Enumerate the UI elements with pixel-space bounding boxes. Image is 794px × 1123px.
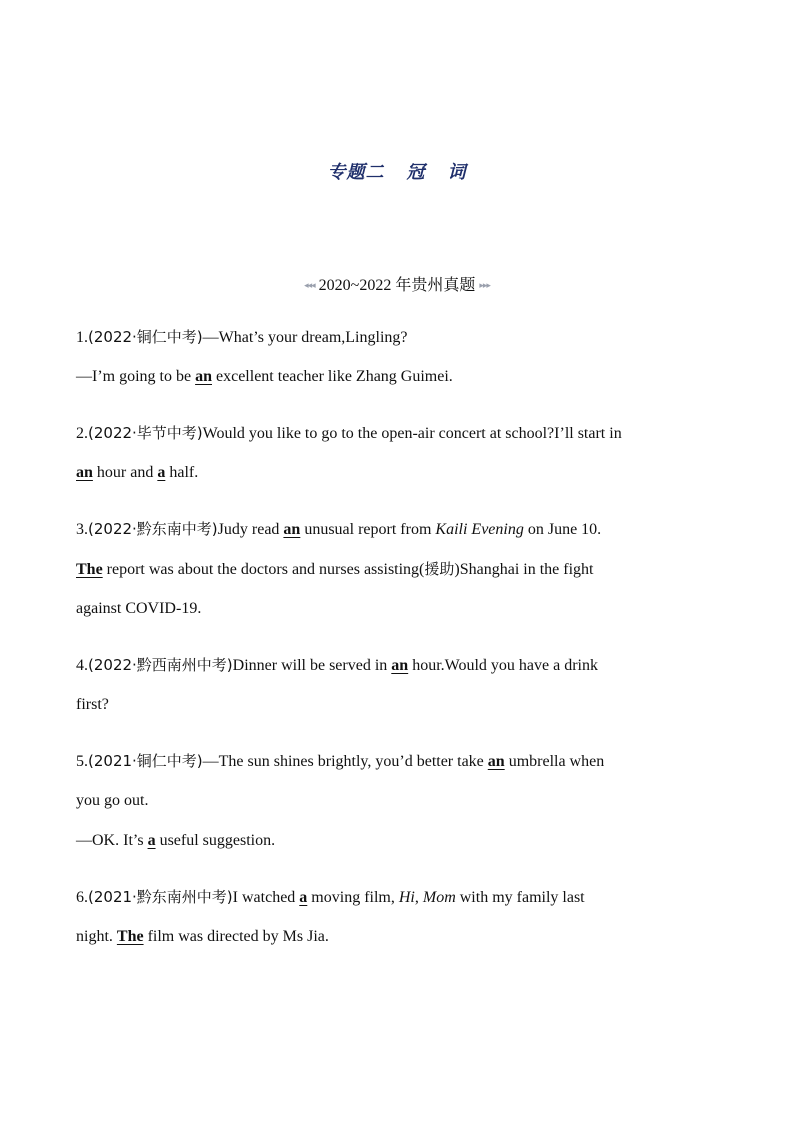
question-text: —OK. It’s (76, 832, 148, 849)
italic-title: Mom (422, 889, 456, 906)
italic-title: Hi (398, 889, 415, 906)
question-line (76, 325, 716, 365)
question-text: )Shanghai in the fight (454, 561, 594, 578)
question-line (76, 557, 716, 597)
question-item (76, 749, 716, 869)
question-line (76, 653, 716, 693)
question-source: (2021·铜仁中考) (88, 752, 203, 770)
question-text: —The sun shines brightly, you’d better take (202, 753, 488, 770)
answer-article: an (195, 368, 212, 385)
question-text: I watched (232, 889, 300, 906)
question-line (76, 749, 716, 789)
question-item (76, 653, 716, 733)
question-text: against COVID-19. (76, 600, 202, 617)
question-number: 1. (76, 329, 88, 346)
question-source: (2022·黔西南州中考) (88, 656, 233, 674)
answer-article: a (147, 832, 156, 849)
question-text: first? (76, 696, 109, 713)
chinese-gloss: 援助 (424, 560, 455, 578)
answer-article: a (299, 889, 308, 906)
question-text: useful suggestion. (155, 832, 276, 849)
answer-article: an (391, 657, 409, 674)
question-text: umbrella when (504, 753, 605, 770)
question-text: on June 10. (523, 521, 602, 538)
question-number: 2. (76, 425, 88, 442)
question-item (76, 885, 716, 965)
question-line (76, 693, 716, 733)
question-text: moving film, (307, 889, 399, 906)
question-text: —I’m going to be (76, 368, 196, 385)
question-line (76, 421, 716, 461)
italic-title: Kaili Evening (435, 521, 524, 538)
question-list (76, 325, 716, 981)
answer-article: an (76, 464, 93, 481)
right-arrows-icon: ▸▸▸ (479, 280, 490, 290)
title-word-2: 词 (447, 162, 467, 183)
question-line (76, 925, 716, 965)
question-number: 5. (76, 753, 88, 770)
question-number: 4. (76, 657, 88, 674)
question-text: Judy read (217, 521, 284, 538)
section-label: 2020~2022 年贵州真题 (318, 277, 476, 294)
question-text: —What’s your dream,Lingling? (202, 329, 408, 346)
question-number: 6. (76, 889, 88, 906)
question-number: 3. (76, 521, 88, 538)
question-line (76, 365, 716, 405)
title-topic: 专题二 (327, 162, 385, 183)
question-text: with my family last (455, 889, 585, 906)
question-item (76, 421, 716, 501)
question-text: half. (165, 464, 199, 481)
question-text: hour.Would you have a drink (408, 657, 598, 674)
question-line (76, 597, 716, 637)
question-source: (2022·黔东南中考) (88, 520, 218, 538)
question-item (76, 325, 716, 405)
section-header (0, 272, 794, 295)
answer-article: an (487, 753, 505, 770)
question-source: (2022·毕节中考) (88, 424, 203, 442)
question-text: unusual report from (300, 521, 436, 538)
question-text: Would you like to go to the open-air concert at school?I’ll start in (202, 425, 622, 442)
question-text: report was about the doctors and nurses assisting( (102, 561, 425, 578)
question-source: (2021·黔东南州中考) (88, 888, 233, 906)
answer-article: an (283, 521, 301, 538)
question-item (76, 517, 716, 637)
question-line (76, 517, 716, 557)
answer-article: The (116, 928, 144, 945)
question-line (76, 461, 716, 501)
question-text: hour and (92, 464, 158, 481)
question-text: film was directed by Ms Jia. (143, 928, 329, 945)
question-text: night. (76, 928, 117, 945)
question-source: (2022·铜仁中考) (88, 328, 203, 346)
title-word-1: 冠 (406, 162, 426, 183)
question-line (76, 789, 716, 829)
question-text: excellent teacher like Zhang Guimei. (212, 368, 453, 385)
question-text: Dinner will be served in (232, 657, 392, 674)
question-text: you go out. (76, 792, 149, 809)
left-arrows-icon: ◂◂◂ (304, 280, 315, 290)
answer-article: The (76, 561, 103, 578)
question-line (76, 885, 716, 925)
question-line (76, 829, 716, 869)
question-text: , (414, 889, 423, 906)
answer-article: a (157, 464, 166, 481)
page-title (0, 158, 794, 184)
